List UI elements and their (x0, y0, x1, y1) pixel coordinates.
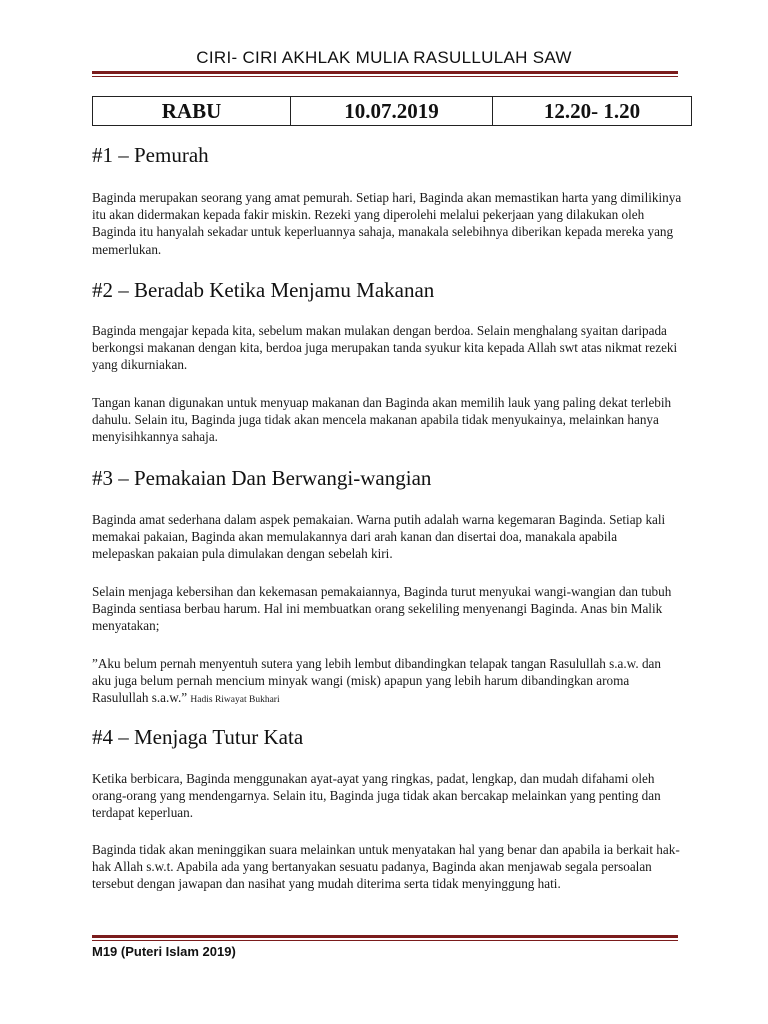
section-3-paragraph-1: Baginda amat sederhana dalam aspek pemakaian. Warna putih adalah warna kegemaran Baginda. Setiap kali memakai pakaian, Baginda akan memulakannya dari arah kanan dan disertai doa, manakala apabila melepaskan pakaian pula dimulakan dengan sebelah kiri. (92, 512, 666, 562)
section-heading-pemurah: #1 – Pemurah (92, 143, 209, 167)
info-row (93, 97, 692, 126)
section-4-paragraph-2: Baginda tidak akan meninggikan suara melainkan untuk menyatakan hal yang benar dan apabila ia berkait hak-hak Allah s.w.t. Apabila ada yang bertanyakan sesuatu padanya, Baginda akan menjawab segala persoalan tersebut dengan jawapan dan nasihat yang mudah diterima serta tidak menyinggung hati. (92, 842, 680, 892)
footer-divider (92, 935, 678, 941)
quote-source: Hadis Riwayat Bukhari (190, 695, 280, 706)
quote-text: ”Aku belum pernah menyentuh sutera yang lebih lembut dibandingkan telapak tangan Rasulullah s.a.w. dan aku juga belum pernah mencium minyak wangi (misk) apapun yang lebih harum dibandingkan aroma Rasulullah s.a.w.” (92, 656, 661, 706)
day-cell: RABU (93, 97, 291, 126)
section-4-paragraph-1: Ketika berbicara, Baginda menggunakan ayat-ayat yang ringkas, padat, lengkap, dan mudah difahami oleh orang-orang yang mendengarnya. Selain itu, Baginda juga tidak akan bercakap melainkan yang penting dan terdapat keperluan. (92, 771, 661, 821)
time-cell: 12.20- 1.20 (493, 97, 692, 126)
section-2-paragraph-1: Baginda mengajar kepada kita, sebelum makan mulakan dengan berdoa. Selain menghalang syaitan daripada berkongsi makanan dengan kita, berdoa juga merupakan tanda syukur kita kepada Allah swt atas nikmat rezeki yang dikurniakan. (92, 323, 678, 373)
section-heading-tutur-kata: #4 – Menjaga Tutur Kata (92, 725, 304, 749)
footer-text: M19 (Puteri Islam 2019) (92, 944, 236, 959)
section-1-paragraph: Baginda merupakan seorang yang amat pemurah. Setiap hari, Baginda akan memastikan harta yang dimilikinya itu akan didermakan kepada fakir miskin. Rezeki yang diperolehi melalui pekerjaan yang dilakukan oleh Baginda itu hanyalah sekadar untuk keperluannya sahaja, manakala selebihnya diberikan kepada mereka yang memerlukan. (92, 190, 682, 257)
section-3-paragraph-2: Selain menjaga kebersihan dan kekemasan pemakaiannya, Baginda turut menyukai wangi-wangian dan tubuh Baginda sentiasa berbau harum. Hal ini membuatkan orang sekeliling menyenangi Baginda. Anas bin Malik menyatakan; (92, 584, 672, 634)
info-table (92, 96, 692, 126)
section-heading-beradab: #2 – Beradab Ketika Menjamu Makanan (92, 278, 435, 302)
header-divider (92, 71, 678, 77)
date-cell: 10.07.2019 (291, 97, 493, 126)
section-heading-pemakaian: #3 – Pemakaian Dan Berwangi-wangian (92, 466, 432, 490)
section-2-paragraph-2: Tangan kanan digunakan untuk menyuap makanan dan Baginda akan memilih lauk yang paling dekat terlebih dahulu. Selain itu, Baginda juga tidak akan mencela makanan apabila tidak menyukainya, melainkan hanya menyisihkannya sahaja. (92, 395, 672, 445)
hadith-quote (92, 655, 682, 710)
document-title: CIRI- CIRI AKHLAK MULIA RASULLULAH SAW (196, 48, 572, 67)
